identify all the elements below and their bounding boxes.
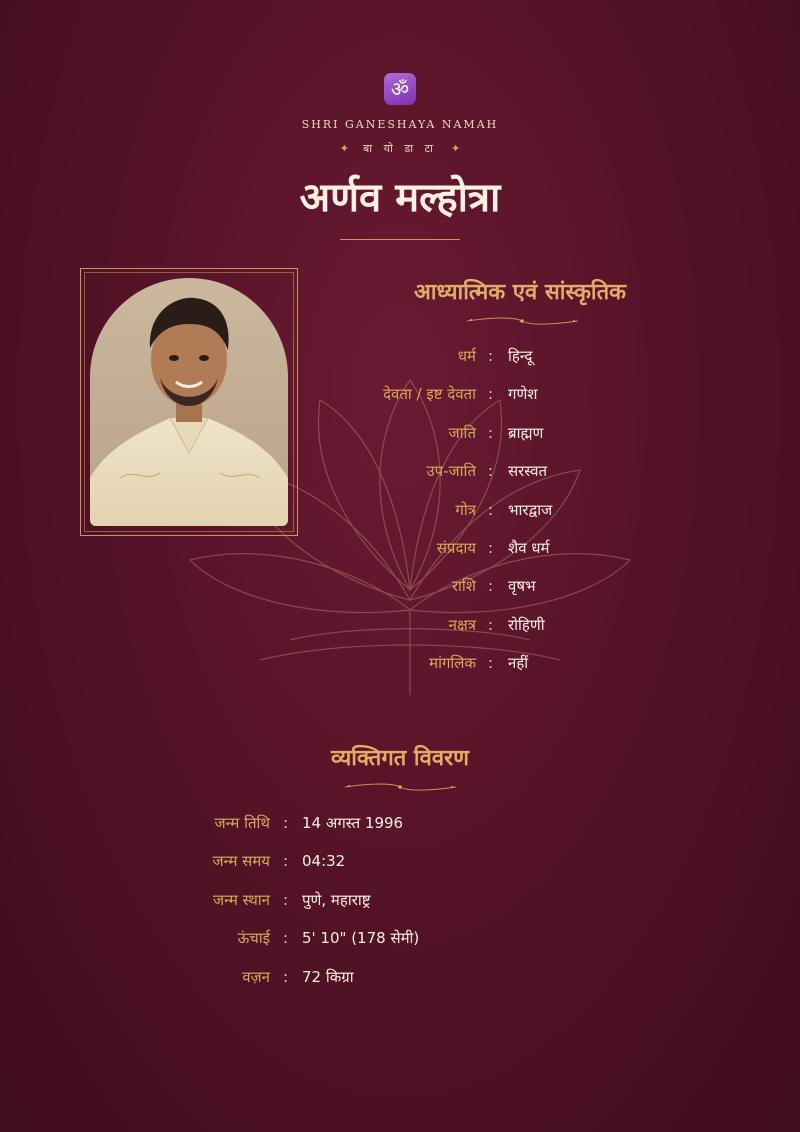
detail-row [0, 966, 800, 988]
detail-value: नहीं [508, 654, 529, 673]
spiritual-section-title: आध्यात्मिक एवं सांस्कृतिक [413, 279, 627, 305]
detail-label: राशि [451, 577, 476, 596]
detail-label: जन्म स्थान [213, 890, 270, 909]
detail-row [0, 575, 800, 597]
separator-colon: : [283, 852, 289, 871]
detail-row [0, 652, 800, 674]
separator-colon: : [283, 929, 289, 948]
detail-row [0, 812, 800, 834]
mantra-text: SHRI GANESHAYA NAMAH [301, 118, 499, 131]
detail-label: जाति [448, 423, 476, 442]
detail-row [0, 345, 800, 367]
separator-colon: : [488, 500, 494, 519]
separator-colon: : [488, 615, 494, 634]
detail-label: मांगलिक [429, 654, 476, 673]
detail-value: सरस्वत [508, 462, 548, 481]
doc-type-label: बा यो डा टा [363, 142, 437, 155]
detail-label: धर्म [457, 347, 476, 365]
detail-row [0, 614, 800, 636]
detail-row [0, 927, 800, 949]
person-name: अर्णव मल्होत्रा [299, 174, 501, 221]
detail-label: वज़न [242, 967, 270, 986]
name-underline [340, 239, 460, 240]
detail-label: संप्रदाय [436, 539, 476, 557]
sparkle-icon: ✦ [339, 142, 349, 155]
ornament-divider-icon [343, 781, 458, 793]
detail-row [0, 460, 800, 482]
detail-label: गोत्र [455, 500, 476, 519]
personal-section-title: व्यक्तिगत विवरण [331, 745, 469, 771]
detail-label: ऊंचाई [237, 929, 270, 948]
detail-row [0, 499, 800, 521]
detail-value: पुणे, महाराष्ट्र [302, 890, 371, 909]
detail-row [0, 537, 800, 559]
detail-value: 14 अगस्त 1996 [302, 814, 404, 832]
detail-row [0, 850, 800, 872]
om-icon: ॐ [384, 73, 416, 105]
detail-value: गणेश [508, 385, 538, 404]
separator-colon: : [488, 462, 494, 481]
doc-type-row [0, 141, 800, 156]
ornament-divider-icon [465, 315, 580, 327]
detail-label: जन्म तिथि [214, 814, 270, 832]
detail-value: 04:32 [302, 852, 346, 871]
separator-colon: : [488, 385, 494, 404]
separator-colon: : [283, 967, 289, 986]
separator-colon: : [488, 539, 494, 557]
detail-value: 5' 10" (178 सेमी) [302, 929, 420, 948]
separator-colon: : [488, 347, 494, 365]
detail-row [0, 383, 800, 405]
detail-value: हिन्दू [508, 347, 533, 365]
detail-value: वृषभ [508, 577, 536, 596]
separator-colon: : [488, 577, 494, 596]
detail-row [0, 422, 800, 444]
detail-row [0, 889, 800, 911]
separator-colon: : [488, 654, 494, 673]
detail-value: भारद्वाज [508, 500, 553, 519]
detail-label: उप-जाति [426, 462, 476, 481]
detail-value: 72 किग्रा [302, 967, 354, 986]
detail-label: जन्म समय [212, 852, 270, 871]
detail-value: रोहिणी [508, 615, 545, 634]
sparkle-icon: ✦ [450, 142, 461, 155]
detail-label: देवता / इष्ट देवता [383, 385, 476, 404]
separator-colon: : [283, 814, 289, 832]
detail-label: नक्षत्र [448, 615, 476, 634]
detail-value: शैव धर्म [508, 539, 550, 557]
detail-value: ब्राह्मण [508, 423, 544, 442]
separator-colon: : [283, 890, 289, 909]
separator-colon: : [488, 423, 494, 442]
